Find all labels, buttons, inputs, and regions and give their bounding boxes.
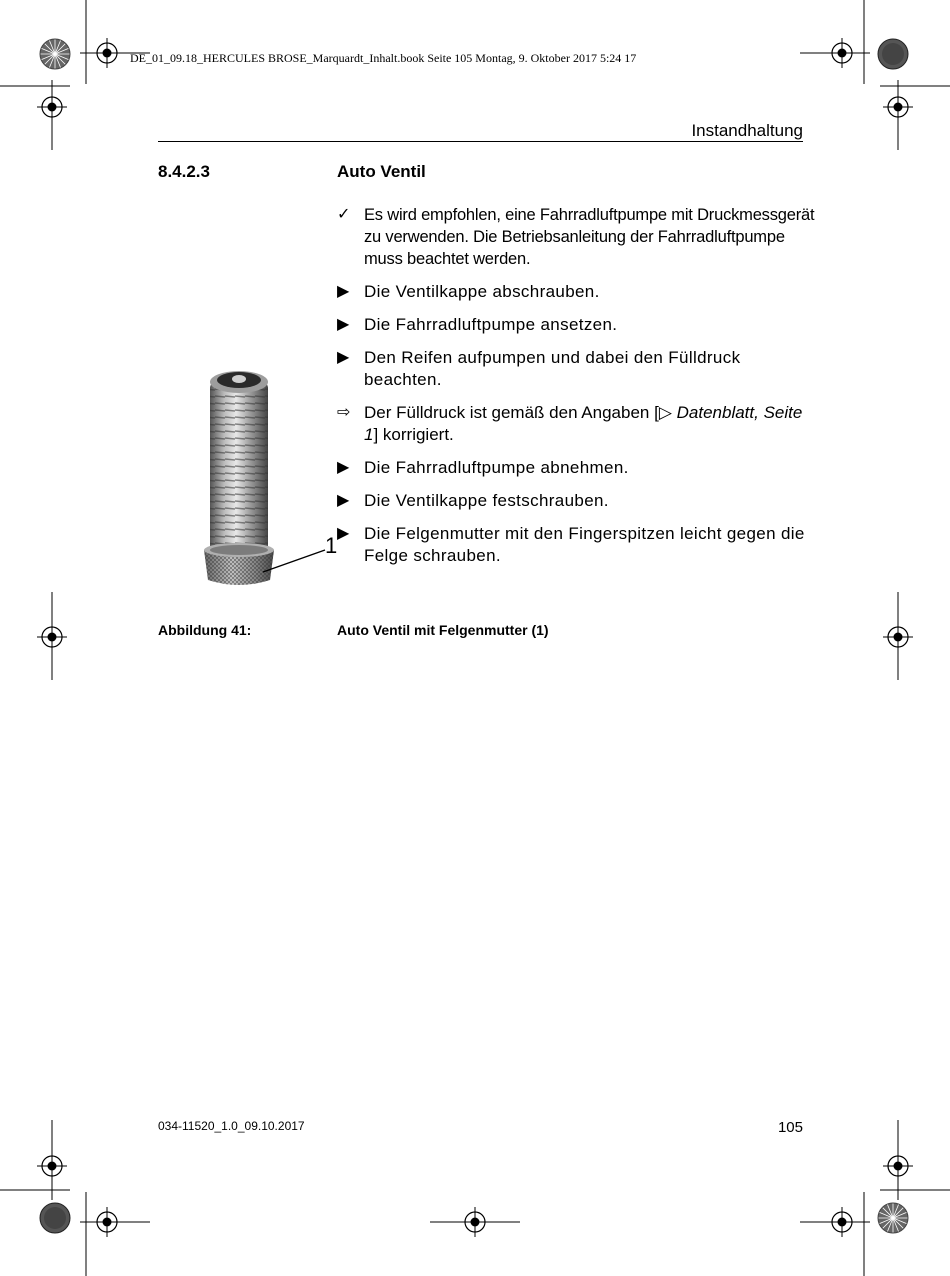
arrow-right-icon: ▶ (337, 316, 350, 333)
step-text: Die Felgenmutter mit den Fingerspitzen leicht gegen die Felge schrauben. (364, 524, 805, 565)
step-text: Die Ventilkappe abschrauben. (364, 282, 600, 301)
arrow-right-icon: ▶ (337, 492, 350, 509)
figure-caption-label: Abbildung 41: (158, 622, 252, 638)
step-text: Die Ventilkappe festschrauben. (364, 491, 609, 510)
instruction-step (337, 490, 817, 512)
figure-callout-number: 1 (325, 533, 338, 558)
result-step (337, 402, 817, 446)
instruction-step (337, 347, 817, 391)
arrow-right-icon: ▶ (337, 459, 350, 476)
running-head: Instandhaltung (691, 121, 803, 140)
instruction-step (337, 281, 817, 303)
instruction-step (337, 523, 817, 567)
result-arrow-icon: ⇨ (337, 404, 351, 421)
instruction-step (337, 457, 817, 479)
check-icon: ✓ (337, 206, 351, 223)
precondition-step (337, 204, 817, 270)
header-rule (158, 141, 803, 142)
cross-reference-link[interactable]: Datenblatt, Seite 1 (364, 403, 803, 444)
step-text: Die Fahrradluftpumpe ansetzen. (364, 315, 618, 334)
procedure-steps (337, 204, 817, 578)
print-job-header: DE_01_09.18_HERCULES BROSE_Marquardt_Inhalt.book Seite 105 Montag, 9. Oktober 2017 5:24 17 (130, 51, 637, 65)
step-text: Es wird empfohlen, eine Fahrradluftpumpe mit Druckmessgerät zu verwenden. Die Betriebsanleitung der Fahrradluftpumpe muss beachtet werden. (364, 206, 815, 268)
arrow-right-icon: ▶ (337, 525, 350, 542)
figure-caption-text: Auto Ventil mit Felgenmutter (1) (337, 622, 549, 638)
document-id: 034-11520_1.0_09.10.2017 (158, 1119, 305, 1133)
section-title: Auto Ventil (337, 162, 426, 181)
arrow-right-icon: ▶ (337, 349, 350, 366)
section-number: 8.4.2.3 (158, 162, 210, 181)
arrow-right-icon: ▶ (337, 283, 350, 300)
page-number: 105 (777, 1119, 803, 1136)
car-valve-illustration (195, 360, 345, 592)
step-text: Den Reifen aufpumpen und dabei den Fülldruck beachten. (364, 348, 741, 389)
instruction-step (337, 314, 817, 336)
step-text: ] korrigiert. (373, 425, 454, 444)
step-text: Die Fahrradluftpumpe abnehmen. (364, 458, 629, 477)
step-text: Der Fülldruck ist gemäß den Angaben [▷ (364, 403, 677, 422)
